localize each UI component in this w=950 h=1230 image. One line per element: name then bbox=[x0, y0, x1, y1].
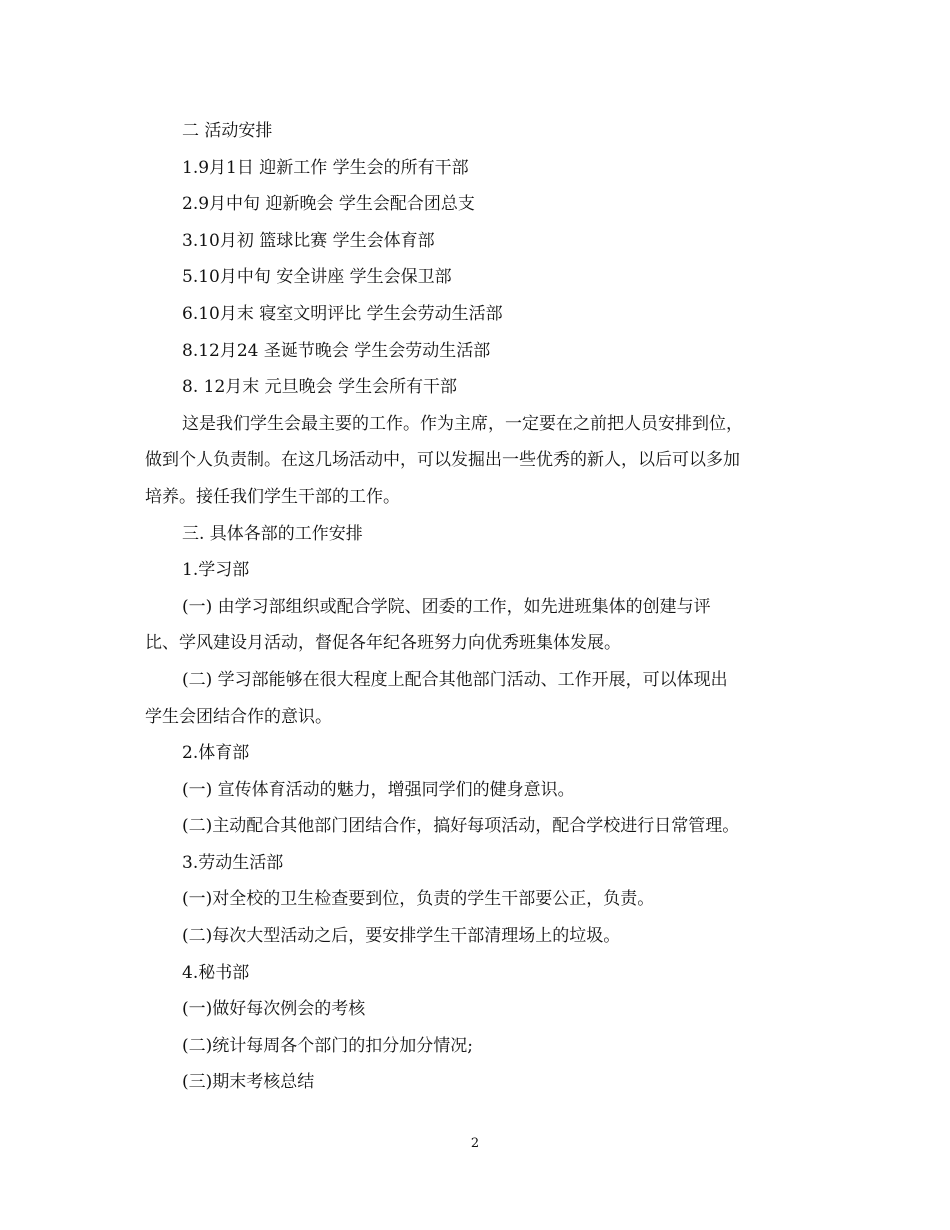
text-line: 8. 12月末 元旦晚会 学生会所有干部 bbox=[182, 377, 458, 398]
text-line: (二)统计每周各个部门的扣分加分情况; bbox=[182, 1035, 473, 1056]
text-line: (一)做好每次例会的考核 bbox=[182, 999, 366, 1020]
text-line: 2.9月中旬 迎新晚会 学生会配合团总支 bbox=[182, 194, 475, 215]
page-number: 2 bbox=[470, 1136, 480, 1151]
text-line: 2.体育部 bbox=[182, 743, 250, 764]
document-body bbox=[145, 113, 805, 1101]
text-line: 培养。接任我们学生干部的工作。 bbox=[145, 486, 400, 507]
text-line: (一)对全校的卫生检查要到位，负责的学生干部要公正，负责。 bbox=[182, 889, 655, 910]
text-line: (一) 由学习部组织或配合学院、团委的工作，如先进班集体的创建与评 bbox=[182, 596, 711, 617]
text-line: 这是我们学生会最主要的工作。作为主席，一定要在之前把人员安排到位， bbox=[182, 413, 743, 434]
text-line: 4.秘书部 bbox=[182, 962, 250, 983]
text-line: 做到个人负责制。在这几场活动中，可以发掘出一些优秀的新人，以后可以多加 bbox=[145, 450, 740, 471]
text-line: 二 活动安排 bbox=[182, 121, 273, 141]
text-line: 三. 具体各部的工作安排 bbox=[182, 523, 363, 544]
text-line: 6.10月末 寝室文明评比 学生会劳动生活部 bbox=[182, 303, 503, 324]
text-line: 3.10月初 篮球比赛 学生会体育部 bbox=[182, 230, 435, 251]
text-line: 8.12月24 圣诞节晚会 学生会劳动生活部 bbox=[182, 340, 491, 361]
text-line: (二)主动配合其他部门团结合作，搞好每项活动，配合学校进行日常管理。 bbox=[182, 816, 740, 837]
text-line: (一) 宣传体育活动的魅力，增强同学们的健身意识。 bbox=[182, 779, 575, 800]
text-line: 1.学习部 bbox=[182, 560, 250, 581]
text-line: 学生会团结合作的意识。 bbox=[145, 706, 332, 727]
text-line: 5.10月中旬 安全讲座 学生会保卫部 bbox=[182, 267, 452, 288]
text-line: (二)每次大型活动之后，要安排学生干部清理场上的垃圾。 bbox=[182, 926, 621, 947]
text-line: (三)期末考核总结 bbox=[182, 1072, 315, 1093]
text-line: (二) 学习部能够在很大程度上配合其他部门活动、工作开展，可以体现出 bbox=[182, 669, 728, 690]
text-line: 比、学风建设月活动，督促各年纪各班努力向优秀班集体发展。 bbox=[145, 633, 621, 654]
text-line: 3.劳动生活部 bbox=[182, 852, 284, 873]
text-line: 1.9月1日 迎新工作 学生会的所有干部 bbox=[182, 157, 469, 178]
